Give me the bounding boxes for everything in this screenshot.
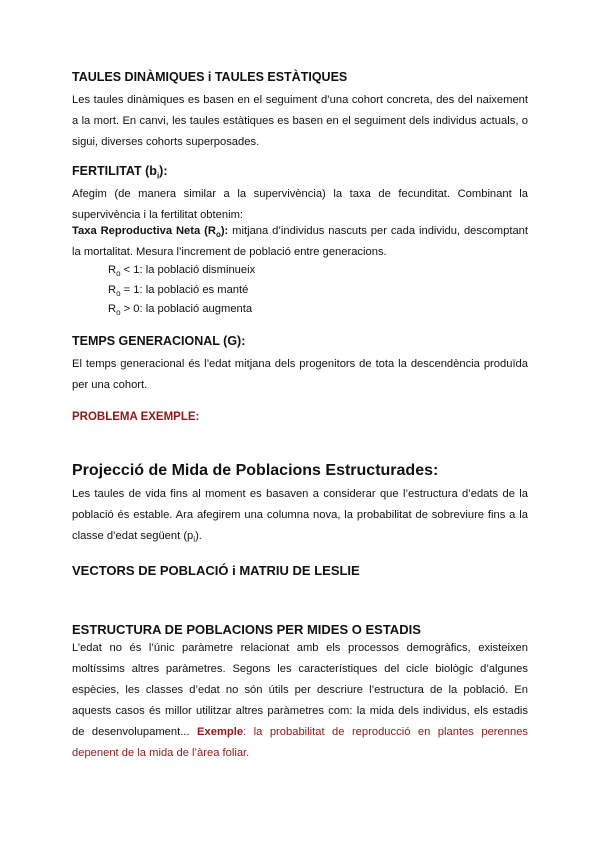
r0-case-increase: $R_o > 0$: la població augmenta	[108, 303, 253, 318]
heading-vectors-leslie: VECTORS DE POBLACIÓ i MATRIU DE LESLIE	[72, 563, 360, 578]
paragraph-estructura: L’edat no és l’únic paràmetre relacionat amb els processos demogràfics, existeixen moltíssims altres paràmetres. Segons les característiques del cicle biològic d’algunes espècies, les classes d’edat no són útils per descriure l’estructura de la població. En aquests casos és millor utilitzar altres paràmetres com: la mida dels individus, els estadis de desenvolupament... Exemple: la probabilitat de reproducció en plantes perennes depenent de la mida de l’àrea foliar.	[72, 642, 529, 759]
paragraph-taules: Les taules dinàmiques es basen en el seguiment d’una cohort concreta, des del naixement a la mort. En canvi, les taules estàtiques es basen en el seguiment dels individus actuals, o sigui, diverses cohorts superposades.	[72, 94, 528, 148]
example-label: Exemple	[197, 726, 244, 738]
heading-projeccio: Projecció de Mida de Poblacions Estructurades:	[72, 462, 439, 479]
paragraph-r0: Taxa Reproductiva Neta $(R_o)$: mitjana d’individus nascuts per cada individu, descomptant la mortalitat. Mesura l’increment de població entre generacions.	[72, 225, 528, 258]
r0-label: Taxa Reproductiva Neta $(R_o)$:	[72, 225, 229, 240]
paragraph-fertilitat: Afegim (de manera similar a la supervivència) la taxa de fecunditat. Combinant la supervivència i la fertilitat obtenim:	[72, 188, 528, 221]
r0-case-stable: $R_o = 1$: la població es manté	[108, 284, 249, 299]
heading-taules: TAULES DINÀMIQUES i TAULES ESTÀTIQUES	[72, 70, 348, 84]
heading-problema-exemple: PROBLEMA EXEMPLE:	[72, 411, 200, 423]
r0-case-decrease: $R_o < 1$: la població disminueix	[108, 264, 256, 279]
example-text: : la probabilitat de reproducció en plantes perennes depenent de la mida de l’àrea foliar.	[72, 726, 529, 759]
heading-estructura-poblacions: ESTRUCTURA DE POBLACIONS PER MIDES O ESTADIS	[72, 622, 421, 637]
paragraph-temps-generacional: El temps generacional és l’edat mitjana dels progenitors de tota la descendència produïda per una cohort.	[72, 358, 528, 391]
heading-fertilitat: FERTILITAT $(b_i)$:	[72, 164, 168, 181]
heading-temps-generacional: TEMPS GENERACIONAL (G):	[72, 334, 246, 348]
paragraph-projeccio: Les taules de vida fins al moment es basaven a considerar que l’estructura d’edats de la població és estable. Ara afegirem una columna nova, la probabilitat de sobreviure fins a la classe d’edat següent $(p_i)$.	[72, 488, 528, 545]
